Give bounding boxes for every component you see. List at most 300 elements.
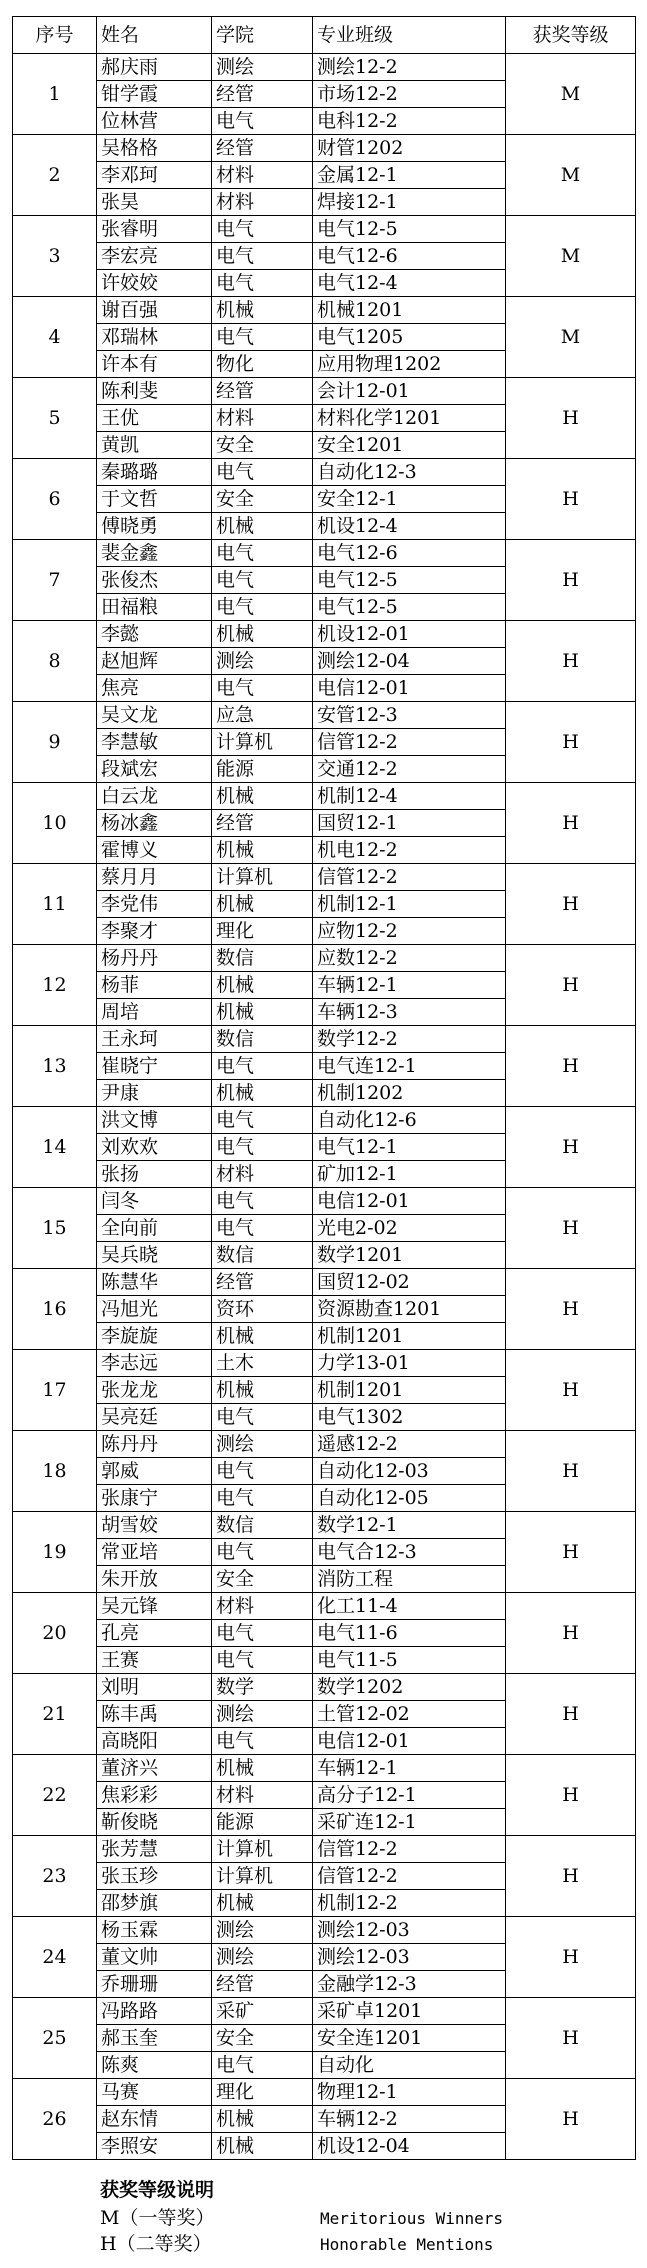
award-level-cell: H bbox=[506, 1674, 636, 1755]
student-name-cell: 李党伟 bbox=[97, 891, 212, 918]
team-number-cell: 2 bbox=[13, 135, 97, 216]
table-row bbox=[13, 135, 636, 162]
school-cell: 计算机 bbox=[212, 729, 313, 756]
award-level-cell: H bbox=[506, 1593, 636, 1674]
major-class-cell: 数学12-1 bbox=[313, 1512, 506, 1539]
student-name-cell: 刘欢欢 bbox=[97, 1134, 212, 1161]
school-cell: 采矿 bbox=[212, 1998, 313, 2025]
school-cell: 材料 bbox=[212, 162, 313, 189]
major-class-cell: 测绘12-04 bbox=[313, 648, 506, 675]
school-cell: 数信 bbox=[212, 1242, 313, 1269]
school-cell: 理化 bbox=[212, 2079, 313, 2106]
school-cell: 电气 bbox=[212, 675, 313, 702]
school-cell: 资环 bbox=[212, 1296, 313, 1323]
major-class-cell: 安管12-3 bbox=[313, 702, 506, 729]
major-class-cell: 采矿连12-1 bbox=[313, 1809, 506, 1836]
legend-row-m bbox=[100, 2205, 503, 2231]
school-cell: 电气 bbox=[212, 594, 313, 621]
school-cell: 安全 bbox=[212, 2025, 313, 2052]
team-number-cell: 9 bbox=[13, 702, 97, 783]
major-class-cell: 应用物理1202 bbox=[313, 351, 506, 378]
team-number-cell: 25 bbox=[13, 1998, 97, 2079]
table-row bbox=[13, 702, 636, 729]
student-name-cell: 马赛 bbox=[97, 2079, 212, 2106]
major-class-cell: 焊接12-1 bbox=[313, 189, 506, 216]
school-cell: 电气 bbox=[212, 1053, 313, 1080]
student-name-cell: 焦亮 bbox=[97, 675, 212, 702]
student-name-cell: 高晓阳 bbox=[97, 1728, 212, 1755]
team-number-cell: 8 bbox=[13, 621, 97, 702]
major-class-cell: 机制12-4 bbox=[313, 783, 506, 810]
table-row bbox=[13, 783, 636, 810]
student-name-cell: 常亚培 bbox=[97, 1539, 212, 1566]
school-cell: 电气 bbox=[212, 1728, 313, 1755]
student-name-cell: 吴元锋 bbox=[97, 1593, 212, 1620]
major-class-cell: 消防工程 bbox=[313, 1566, 506, 1593]
major-class-cell: 信管12-2 bbox=[313, 864, 506, 891]
student-name-cell: 崔晓宁 bbox=[97, 1053, 212, 1080]
award-level-cell: M bbox=[506, 216, 636, 297]
major-class-cell: 交通12-2 bbox=[313, 756, 506, 783]
table-row bbox=[13, 621, 636, 648]
major-class-cell: 光电2-02 bbox=[313, 1215, 506, 1242]
header-major-class: 专业班级 bbox=[313, 17, 506, 54]
table-row bbox=[13, 1431, 636, 1458]
major-class-cell: 力学13-01 bbox=[313, 1350, 506, 1377]
school-cell: 能源 bbox=[212, 1809, 313, 1836]
major-class-cell: 机设12-04 bbox=[313, 2133, 506, 2160]
table-row bbox=[13, 1755, 636, 1782]
student-name-cell: 吴亮廷 bbox=[97, 1404, 212, 1431]
award-level-cell: H bbox=[506, 783, 636, 864]
header-row bbox=[13, 17, 636, 54]
student-name-cell: 李旋旋 bbox=[97, 1323, 212, 1350]
table-row bbox=[13, 945, 636, 972]
student-name-cell: 张昊 bbox=[97, 189, 212, 216]
school-cell: 电气 bbox=[212, 1485, 313, 1512]
team-number-cell: 19 bbox=[13, 1512, 97, 1593]
school-cell: 电气 bbox=[212, 1647, 313, 1674]
table-row bbox=[13, 297, 636, 324]
student-name-cell: 郝庆雨 bbox=[97, 54, 212, 81]
team-number-cell: 23 bbox=[13, 1836, 97, 1917]
major-class-cell: 自动化12-6 bbox=[313, 1107, 506, 1134]
school-cell: 测绘 bbox=[212, 1431, 313, 1458]
student-name-cell: 陈爽 bbox=[97, 2052, 212, 2079]
major-class-cell: 电气12-5 bbox=[313, 216, 506, 243]
major-class-cell: 自动化 bbox=[313, 2052, 506, 2079]
student-name-cell: 张睿明 bbox=[97, 216, 212, 243]
school-cell: 土木 bbox=[212, 1350, 313, 1377]
school-cell: 数学 bbox=[212, 1674, 313, 1701]
legend-code: H（二等奖） bbox=[100, 2233, 212, 2255]
school-cell: 机械 bbox=[212, 1323, 313, 1350]
award-level-cell: H bbox=[506, 1512, 636, 1593]
school-cell: 电气 bbox=[212, 1188, 313, 1215]
student-name-cell: 李邓珂 bbox=[97, 162, 212, 189]
school-cell: 机械 bbox=[212, 1890, 313, 1917]
major-class-cell: 机制1201 bbox=[313, 1323, 506, 1350]
school-cell: 电气 bbox=[212, 324, 313, 351]
student-name-cell: 吴文龙 bbox=[97, 702, 212, 729]
table-row bbox=[13, 1026, 636, 1053]
table-row bbox=[13, 1512, 636, 1539]
major-class-cell: 机制12-1 bbox=[313, 891, 506, 918]
school-cell: 电气 bbox=[212, 567, 313, 594]
school-cell: 安全 bbox=[212, 1566, 313, 1593]
student-name-cell: 钳学霞 bbox=[97, 81, 212, 108]
school-cell: 测绘 bbox=[212, 1944, 313, 1971]
award-level-cell: H bbox=[506, 621, 636, 702]
legend-row-h bbox=[100, 2231, 503, 2257]
award-level-legend bbox=[100, 2175, 503, 2257]
school-cell: 材料 bbox=[212, 405, 313, 432]
major-class-cell: 测绘12-2 bbox=[313, 54, 506, 81]
award-level-cell: H bbox=[506, 1917, 636, 1998]
team-number-cell: 17 bbox=[13, 1350, 97, 1431]
major-class-cell: 土管12-02 bbox=[313, 1701, 506, 1728]
major-class-cell: 资源勘查1201 bbox=[313, 1296, 506, 1323]
school-cell: 测绘 bbox=[212, 1917, 313, 1944]
table-row bbox=[13, 1107, 636, 1134]
school-cell: 电气 bbox=[212, 1458, 313, 1485]
school-cell: 经管 bbox=[212, 810, 313, 837]
award-level-cell: H bbox=[506, 378, 636, 459]
student-name-cell: 焦彩彩 bbox=[97, 1782, 212, 1809]
table-row bbox=[13, 1350, 636, 1377]
school-cell: 能源 bbox=[212, 756, 313, 783]
awards-table bbox=[12, 16, 636, 2160]
student-name-cell: 李慧敏 bbox=[97, 729, 212, 756]
award-level-cell: H bbox=[506, 864, 636, 945]
team-number-cell: 7 bbox=[13, 540, 97, 621]
student-name-cell: 王永珂 bbox=[97, 1026, 212, 1053]
school-cell: 数信 bbox=[212, 945, 313, 972]
school-cell: 经管 bbox=[212, 1971, 313, 1998]
major-class-cell: 车辆12-3 bbox=[313, 999, 506, 1026]
major-class-cell: 电气12-5 bbox=[313, 567, 506, 594]
header-serial-number: 序号 bbox=[13, 17, 97, 54]
school-cell: 机械 bbox=[212, 1755, 313, 1782]
school-cell: 机械 bbox=[212, 2106, 313, 2133]
table-row bbox=[13, 2079, 636, 2106]
major-class-cell: 金融学12-3 bbox=[313, 1971, 506, 1998]
major-class-cell: 电科12-2 bbox=[313, 108, 506, 135]
student-name-cell: 李志远 bbox=[97, 1350, 212, 1377]
student-name-cell: 王优 bbox=[97, 405, 212, 432]
major-class-cell: 国贸12-1 bbox=[313, 810, 506, 837]
major-class-cell: 机设12-4 bbox=[313, 513, 506, 540]
legend-code: M（一等奖） bbox=[100, 2207, 215, 2229]
student-name-cell: 黄凯 bbox=[97, 432, 212, 459]
student-name-cell: 张芳慧 bbox=[97, 1836, 212, 1863]
award-level-cell: H bbox=[506, 540, 636, 621]
table-row bbox=[13, 216, 636, 243]
header-award-level: 获奖等级 bbox=[506, 17, 636, 54]
school-cell: 电气 bbox=[212, 1134, 313, 1161]
student-name-cell: 秦璐璐 bbox=[97, 459, 212, 486]
team-number-cell: 26 bbox=[13, 2079, 97, 2160]
team-number-cell: 24 bbox=[13, 1917, 97, 1998]
table-row bbox=[13, 1674, 636, 1701]
major-class-cell: 高分子12-1 bbox=[313, 1782, 506, 1809]
student-name-cell: 裴金鑫 bbox=[97, 540, 212, 567]
team-number-cell: 14 bbox=[13, 1107, 97, 1188]
student-name-cell: 董文帅 bbox=[97, 1944, 212, 1971]
major-class-cell: 信管12-2 bbox=[313, 729, 506, 756]
major-class-cell: 车辆12-2 bbox=[313, 2106, 506, 2133]
school-cell: 电气 bbox=[212, 1620, 313, 1647]
school-cell: 测绘 bbox=[212, 648, 313, 675]
major-class-cell: 电气连12-1 bbox=[313, 1053, 506, 1080]
major-class-cell: 数学1202 bbox=[313, 1674, 506, 1701]
school-cell: 机械 bbox=[212, 1377, 313, 1404]
legend-title: 获奖等级说明 bbox=[100, 2179, 215, 2201]
student-name-cell: 李聚才 bbox=[97, 918, 212, 945]
major-class-cell: 电气1205 bbox=[313, 324, 506, 351]
table-row bbox=[13, 378, 636, 405]
student-name-cell: 张俊杰 bbox=[97, 567, 212, 594]
table-row bbox=[13, 54, 636, 81]
student-name-cell: 周培 bbox=[97, 999, 212, 1026]
major-class-cell: 金属12-1 bbox=[313, 162, 506, 189]
major-class-cell: 数学1201 bbox=[313, 1242, 506, 1269]
student-name-cell: 孔亮 bbox=[97, 1620, 212, 1647]
award-level-cell: H bbox=[506, 1269, 636, 1350]
major-class-cell: 电气1302 bbox=[313, 1404, 506, 1431]
student-name-cell: 杨玉霖 bbox=[97, 1917, 212, 1944]
award-level-cell: H bbox=[506, 1836, 636, 1917]
school-cell: 安全 bbox=[212, 432, 313, 459]
student-name-cell: 陈丰禹 bbox=[97, 1701, 212, 1728]
student-name-cell: 乔珊珊 bbox=[97, 1971, 212, 1998]
school-cell: 电气 bbox=[212, 540, 313, 567]
major-class-cell: 矿加12-1 bbox=[313, 1161, 506, 1188]
school-cell: 机械 bbox=[212, 999, 313, 1026]
team-number-cell: 18 bbox=[13, 1431, 97, 1512]
table-row bbox=[13, 1836, 636, 1863]
team-number-cell: 12 bbox=[13, 945, 97, 1026]
school-cell: 物化 bbox=[212, 351, 313, 378]
major-class-cell: 国贸12-02 bbox=[313, 1269, 506, 1296]
school-cell: 计算机 bbox=[212, 1836, 313, 1863]
award-level-cell: M bbox=[506, 297, 636, 378]
major-class-cell: 电气11-6 bbox=[313, 1620, 506, 1647]
major-class-cell: 会计12-01 bbox=[313, 378, 506, 405]
team-number-cell: 13 bbox=[13, 1026, 97, 1107]
major-class-cell: 电信12-01 bbox=[313, 1188, 506, 1215]
legend-description: Meritorious Winners bbox=[320, 2209, 504, 2228]
award-level-cell: H bbox=[506, 1431, 636, 1512]
student-name-cell: 李宏亮 bbox=[97, 243, 212, 270]
team-number-cell: 6 bbox=[13, 459, 97, 540]
award-level-cell: H bbox=[506, 1026, 636, 1107]
award-level-cell: H bbox=[506, 1188, 636, 1269]
student-name-cell: 霍博义 bbox=[97, 837, 212, 864]
award-level-cell: H bbox=[506, 1350, 636, 1431]
header-name: 姓名 bbox=[97, 17, 212, 54]
school-cell: 计算机 bbox=[212, 1863, 313, 1890]
major-class-cell: 物理12-1 bbox=[313, 2079, 506, 2106]
team-number-cell: 4 bbox=[13, 297, 97, 378]
award-level-cell: H bbox=[506, 459, 636, 540]
award-level-cell: H bbox=[506, 1998, 636, 2079]
major-class-cell: 电信12-01 bbox=[313, 675, 506, 702]
student-name-cell: 刘明 bbox=[97, 1674, 212, 1701]
student-name-cell: 朱开放 bbox=[97, 1566, 212, 1593]
student-name-cell: 赵旭辉 bbox=[97, 648, 212, 675]
school-cell: 机械 bbox=[212, 621, 313, 648]
school-cell: 测绘 bbox=[212, 54, 313, 81]
student-name-cell: 张康宁 bbox=[97, 1485, 212, 1512]
school-cell: 材料 bbox=[212, 1161, 313, 1188]
school-cell: 材料 bbox=[212, 1782, 313, 1809]
student-name-cell: 张扬 bbox=[97, 1161, 212, 1188]
major-class-cell: 车辆12-1 bbox=[313, 972, 506, 999]
major-class-cell: 电气12-4 bbox=[313, 270, 506, 297]
student-name-cell: 冯路路 bbox=[97, 1998, 212, 2025]
table-row bbox=[13, 540, 636, 567]
major-class-cell: 测绘12-03 bbox=[313, 1917, 506, 1944]
school-cell: 机械 bbox=[212, 891, 313, 918]
school-cell: 电气 bbox=[212, 459, 313, 486]
student-name-cell: 位林营 bbox=[97, 108, 212, 135]
student-name-cell: 段斌宏 bbox=[97, 756, 212, 783]
school-cell: 电气 bbox=[212, 1107, 313, 1134]
student-name-cell: 邵梦旗 bbox=[97, 1890, 212, 1917]
major-class-cell: 电气12-6 bbox=[313, 243, 506, 270]
student-name-cell: 杨菲 bbox=[97, 972, 212, 999]
student-name-cell: 全向前 bbox=[97, 1215, 212, 1242]
student-name-cell: 傅晓勇 bbox=[97, 513, 212, 540]
team-number-cell: 16 bbox=[13, 1269, 97, 1350]
student-name-cell: 靳俊晓 bbox=[97, 1809, 212, 1836]
student-name-cell: 尹康 bbox=[97, 1080, 212, 1107]
award-level-cell: M bbox=[506, 135, 636, 216]
student-name-cell: 董济兴 bbox=[97, 1755, 212, 1782]
table-row bbox=[13, 1593, 636, 1620]
legend-description: Honorable Mentions bbox=[320, 2235, 494, 2254]
award-level-cell: H bbox=[506, 2079, 636, 2160]
team-number-cell: 3 bbox=[13, 216, 97, 297]
student-name-cell: 田福粮 bbox=[97, 594, 212, 621]
student-name-cell: 陈慧华 bbox=[97, 1269, 212, 1296]
award-level-cell: H bbox=[506, 945, 636, 1026]
major-class-cell: 遥感12-2 bbox=[313, 1431, 506, 1458]
major-class-cell: 机制12-2 bbox=[313, 1890, 506, 1917]
team-number-cell: 20 bbox=[13, 1593, 97, 1674]
table-row bbox=[13, 1998, 636, 2025]
school-cell: 机械 bbox=[212, 513, 313, 540]
student-name-cell: 陈丹丹 bbox=[97, 1431, 212, 1458]
student-name-cell: 李照安 bbox=[97, 2133, 212, 2160]
school-cell: 安全 bbox=[212, 486, 313, 513]
school-cell: 经管 bbox=[212, 1269, 313, 1296]
student-name-cell: 蔡月月 bbox=[97, 864, 212, 891]
student-name-cell: 杨冰鑫 bbox=[97, 810, 212, 837]
major-class-cell: 数学12-2 bbox=[313, 1026, 506, 1053]
major-class-cell: 自动化12-03 bbox=[313, 1458, 506, 1485]
student-name-cell: 张玉珍 bbox=[97, 1863, 212, 1890]
major-class-cell: 安全1201 bbox=[313, 432, 506, 459]
school-cell: 电气 bbox=[212, 2052, 313, 2079]
major-class-cell: 市场12-2 bbox=[313, 81, 506, 108]
header-school: 学院 bbox=[212, 17, 313, 54]
table-row bbox=[13, 1917, 636, 1944]
major-class-cell: 应数12-2 bbox=[313, 945, 506, 972]
major-class-cell: 自动化12-05 bbox=[313, 1485, 506, 1512]
school-cell: 电气 bbox=[212, 1404, 313, 1431]
major-class-cell: 机械1201 bbox=[313, 297, 506, 324]
major-class-cell: 机制1201 bbox=[313, 1377, 506, 1404]
award-level-cell: M bbox=[506, 54, 636, 135]
school-cell: 经管 bbox=[212, 135, 313, 162]
team-number-cell: 5 bbox=[13, 378, 97, 459]
major-class-cell: 财管1202 bbox=[313, 135, 506, 162]
major-class-cell: 电气12-6 bbox=[313, 540, 506, 567]
student-name-cell: 郭威 bbox=[97, 1458, 212, 1485]
team-number-cell: 15 bbox=[13, 1188, 97, 1269]
school-cell: 测绘 bbox=[212, 1701, 313, 1728]
student-name-cell: 赵东情 bbox=[97, 2106, 212, 2133]
team-number-cell: 21 bbox=[13, 1674, 97, 1755]
major-class-cell: 车辆12-1 bbox=[313, 1755, 506, 1782]
school-cell: 电气 bbox=[212, 243, 313, 270]
student-name-cell: 李懿 bbox=[97, 621, 212, 648]
student-name-cell: 吴格格 bbox=[97, 135, 212, 162]
school-cell: 数信 bbox=[212, 1026, 313, 1053]
table-row bbox=[13, 1188, 636, 1215]
school-cell: 电气 bbox=[212, 270, 313, 297]
major-class-cell: 安全12-1 bbox=[313, 486, 506, 513]
student-name-cell: 邓瑞林 bbox=[97, 324, 212, 351]
student-name-cell: 冯旭光 bbox=[97, 1296, 212, 1323]
major-class-cell: 机设12-01 bbox=[313, 621, 506, 648]
student-name-cell: 杨丹丹 bbox=[97, 945, 212, 972]
student-name-cell: 闫冬 bbox=[97, 1188, 212, 1215]
student-name-cell: 陈利斐 bbox=[97, 378, 212, 405]
student-name-cell: 胡雪姣 bbox=[97, 1512, 212, 1539]
school-cell: 材料 bbox=[212, 1593, 313, 1620]
award-level-cell: H bbox=[506, 1755, 636, 1836]
major-class-cell: 电气11-5 bbox=[313, 1647, 506, 1674]
student-name-cell: 许本有 bbox=[97, 351, 212, 378]
award-level-cell: H bbox=[506, 702, 636, 783]
major-class-cell: 信管12-2 bbox=[313, 1863, 506, 1890]
student-name-cell: 于文哲 bbox=[97, 486, 212, 513]
school-cell: 理化 bbox=[212, 918, 313, 945]
school-cell: 机械 bbox=[212, 972, 313, 999]
team-number-cell: 1 bbox=[13, 54, 97, 135]
major-class-cell: 采矿卓1201 bbox=[313, 1998, 506, 2025]
major-class-cell: 机电12-2 bbox=[313, 837, 506, 864]
major-class-cell: 测绘12-03 bbox=[313, 1944, 506, 1971]
team-number-cell: 11 bbox=[13, 864, 97, 945]
school-cell: 计算机 bbox=[212, 864, 313, 891]
school-cell: 经管 bbox=[212, 378, 313, 405]
student-name-cell: 吴兵晓 bbox=[97, 1242, 212, 1269]
school-cell: 应急 bbox=[212, 702, 313, 729]
school-cell: 机械 bbox=[212, 783, 313, 810]
table-row bbox=[13, 459, 636, 486]
table-row bbox=[13, 864, 636, 891]
major-class-cell: 安全连1201 bbox=[313, 2025, 506, 2052]
major-class-cell: 机制1202 bbox=[313, 1080, 506, 1107]
school-cell: 机械 bbox=[212, 297, 313, 324]
team-number-cell: 10 bbox=[13, 783, 97, 864]
student-name-cell: 张龙龙 bbox=[97, 1377, 212, 1404]
major-class-cell: 材料化学1201 bbox=[313, 405, 506, 432]
